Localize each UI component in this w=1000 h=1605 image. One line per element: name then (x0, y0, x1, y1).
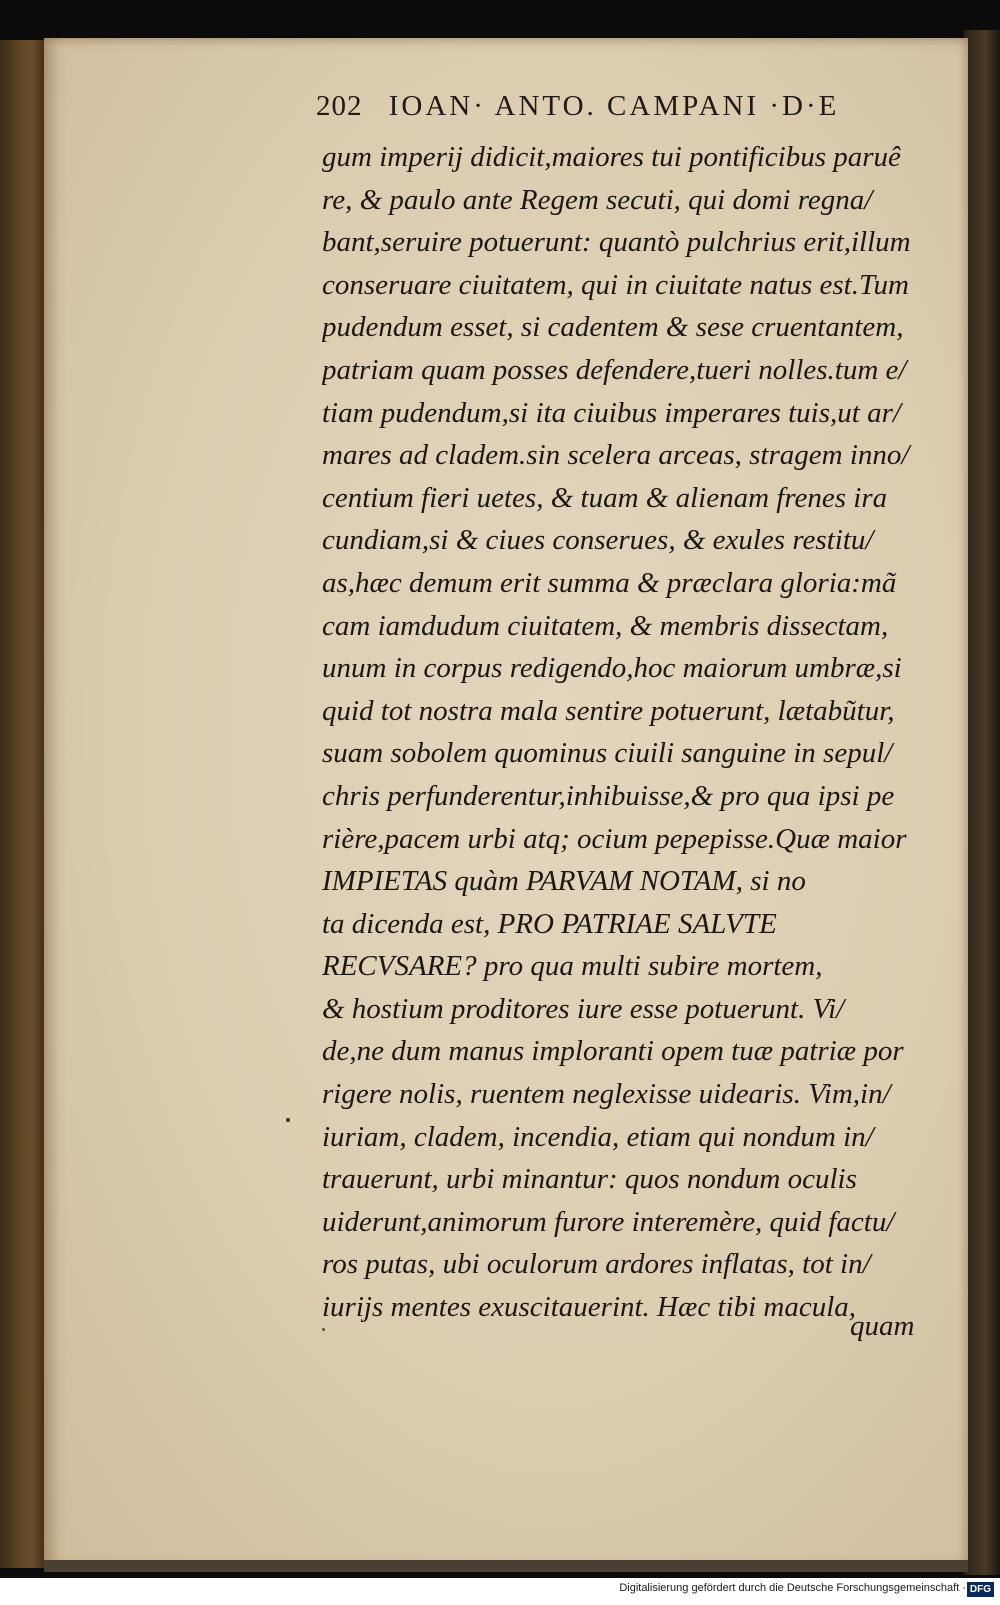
text-line: quid tot nostra mala sentire potuerunt, lætabũtur, (322, 694, 895, 727)
text-line: ta dicenda est, PRO PATRIAE SALVTE (322, 907, 777, 940)
text-line: uiderunt,animorum furore interemère, quid factu/ (322, 1205, 895, 1238)
dfg-logo: DFG (967, 1582, 994, 1597)
text-line: rière,pacem urbi atq; ocium pepepisse.Quæ maior (322, 822, 907, 855)
text-line: unum in corpus redigendo,hoc maiorum umbræ,si (322, 652, 902, 685)
footer-credit: Digitalisierung gefördert durch die Deutsche Forschungsgemeinschaft · (619, 1582, 966, 1594)
text-line: tiam pudendum,si ita ciuibus imperares tuis,ut ar/ (322, 396, 901, 429)
text-line: suam sobolem quominus ciuili sanguine in sepul/ (322, 737, 893, 770)
margin-speck (286, 1118, 290, 1122)
running-head-title: IOAN· ANTO. CAMPANI ·D·E (388, 90, 840, 122)
text-line: de,ne dum manus imploranti opem tuæ patriæ por (322, 1035, 904, 1068)
text-line: cam iamdudum ciuitatem, & membris dissectam, (322, 609, 889, 642)
text-line: iuriam, cladem, incendia, etiam qui nondum in/ (322, 1120, 874, 1153)
text-line: RECVSARE? pro qua multi subire mortem, (322, 950, 823, 983)
text-line: conseruare ciuitatem, qui in ciuitate natus est.Tum (322, 268, 909, 301)
body-text (322, 136, 922, 1329)
running-head (316, 90, 916, 134)
catchword: quam (850, 1310, 915, 1342)
text-line: gum imperij didicit,maiores tui pontificibus paruê (322, 141, 901, 173)
text-line: mares ad cladem.sin scelera arceas, stragem inno/ (322, 439, 910, 472)
text-line: iurijs mentes exuscitauerint. Hæc tibi macula, (322, 1291, 857, 1324)
text-line: ros putas, ubi oculorum ardores inflatas, tot in/ (322, 1248, 871, 1281)
page-number: 202 (316, 90, 363, 122)
text-line: cundiam,si & ciues conserues, & exules restitu/ (322, 524, 874, 557)
book-cover-left-edge (0, 40, 46, 1568)
margin-speck (322, 1328, 325, 1331)
text-line: as,hæc demum erit summa & præclara gloria:mã (322, 566, 897, 599)
text-line: chris perfunderentur,inhibuisse,& pro qua ipsi pe (322, 779, 895, 812)
text-line: patriam quam posses defendere,tueri nolles.tum e/ (322, 353, 907, 386)
page-bottom-edge (44, 1560, 968, 1572)
text-line: rigere nolis, ruentem neglexisse uidearis. Vim,in/ (322, 1078, 891, 1111)
text-line: IMPIETAS quàm PARVAM NOTAM, si no (322, 865, 806, 898)
text-line: trauerunt, urbi minantur: quos nondum oculis (322, 1163, 857, 1196)
text-line: re, & paulo ante Regem secuti, qui domi regna/ (322, 183, 873, 216)
book-cover-right-edge (964, 30, 1000, 1575)
text-line: & hostium proditores iure esse potuerunt. Vi/ (322, 992, 845, 1025)
text-line: centium fieri uetes, & tuam & alienam frenes ira (322, 481, 888, 514)
text-line: pudendum esset, si cadentem & sese cruentantem, (322, 311, 904, 344)
text-line: bant,seruire potuerunt: quantò pulchrius erit,illum (322, 226, 911, 259)
